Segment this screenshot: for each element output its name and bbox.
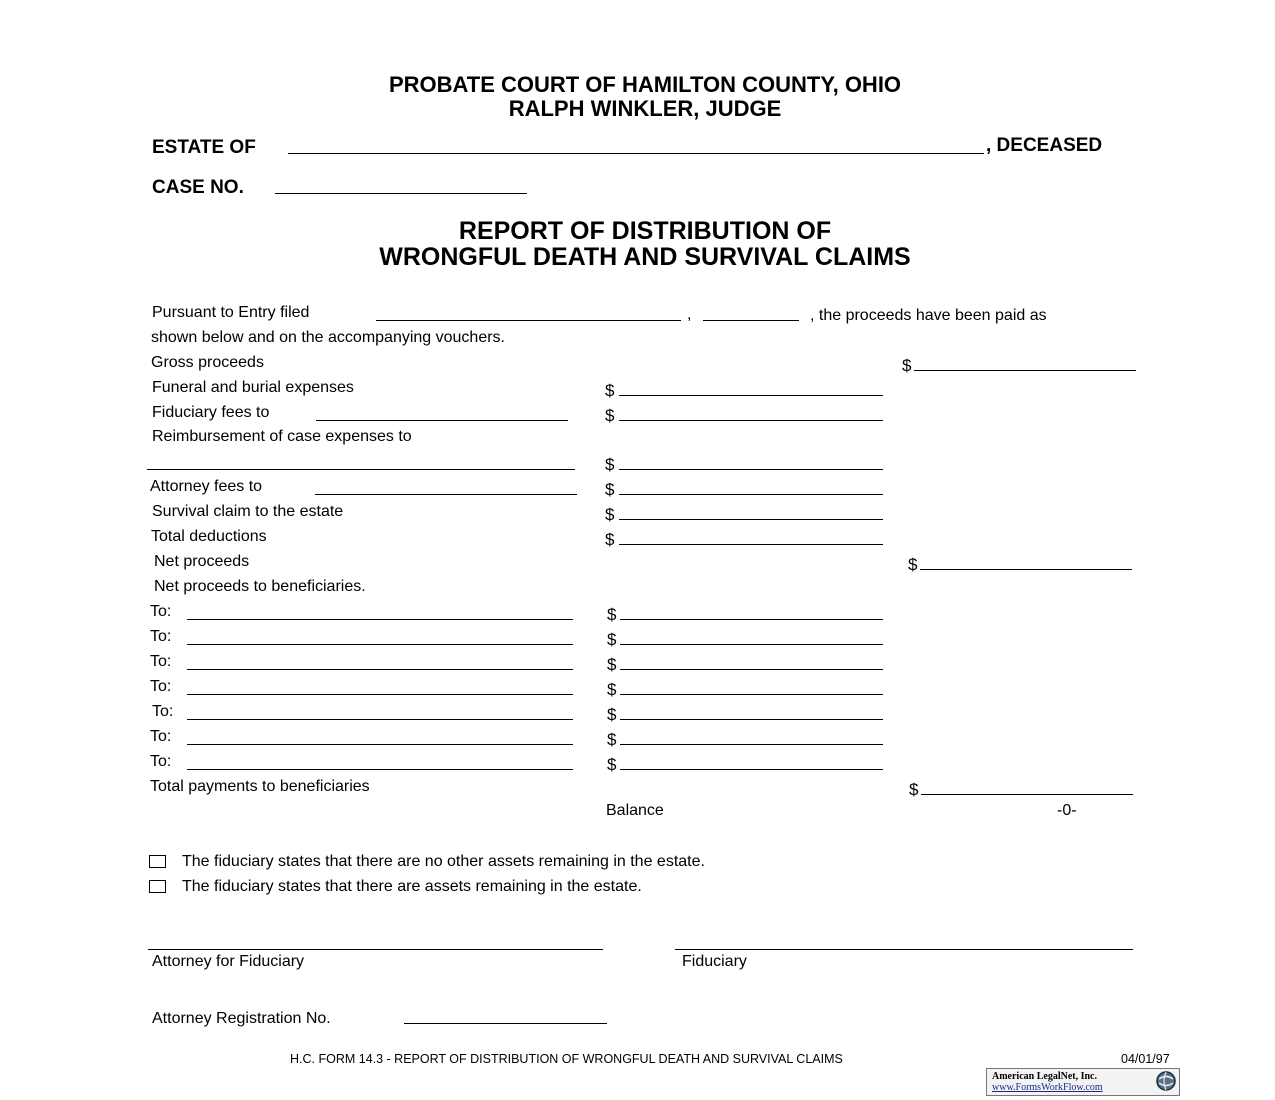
attorney-signature-label: Attorney for Fiduciary <box>152 953 305 970</box>
funeral-amount-field[interactable] <box>619 395 883 396</box>
beneficiary-amount-field[interactable] <box>620 744 883 745</box>
pursuant-label: Pursuant to Entry filed <box>152 304 310 321</box>
beneficiary-amount-field[interactable] <box>620 669 883 670</box>
beneficiary-amount-field[interactable] <box>620 619 883 620</box>
fiduciary-fees-dollar: $ <box>605 406 615 425</box>
attorney-fees-payee-field[interactable] <box>315 494 577 495</box>
judge-name: RALPH WINKLER, JUDGE <box>508 96 782 121</box>
estate-name-field[interactable] <box>288 153 984 154</box>
net-proceeds-label: Net proceeds <box>154 553 250 570</box>
assets-remaining-text: The fiduciary states that there are assets remaining in the estate. <box>182 878 642 895</box>
beneficiary-name-field[interactable] <box>187 769 573 770</box>
report-title-line1: REPORT OF DISTRIBUTION OF <box>458 217 832 245</box>
beneficiary-to-label: To: <box>150 678 172 695</box>
beneficiary-dollar: $ <box>607 730 617 749</box>
estate-label: ESTATE OF <box>152 137 256 158</box>
beneficiary-to-label: To: <box>152 703 174 720</box>
beneficiary-name-field[interactable] <box>187 744 573 745</box>
beneficiary-dollar: $ <box>607 755 617 774</box>
beneficiary-to-label: To: <box>150 628 172 645</box>
beneficiary-to-label: To: <box>150 753 172 770</box>
logo-url[interactable]: www.FormsWorkFlow.com <box>992 1082 1103 1093</box>
attorney-fees-label: Attorney fees to <box>150 478 263 495</box>
entry-year-field[interactable] <box>703 320 799 321</box>
beneficiary-dollar: $ <box>607 655 617 674</box>
logo-company-name: American LegalNet, Inc. <box>992 1071 1097 1082</box>
fiduciary-signature-field[interactable] <box>675 949 1133 950</box>
reimbursement-dollar: $ <box>605 455 615 474</box>
survival-claim-label: Survival claim to the estate <box>152 503 344 520</box>
beneficiary-to-label: To: <box>150 603 172 620</box>
reimbursement-amount-field[interactable] <box>619 469 883 470</box>
attorney-fees-dollar: $ <box>605 480 615 499</box>
beneficiary-dollar: $ <box>607 605 617 624</box>
deceased-label: , DECEASED <box>986 135 1103 156</box>
gross-proceeds-dollar: $ <box>902 356 912 375</box>
globe-icon <box>1155 1070 1177 1092</box>
reimbursement-label: Reimbursement of case expenses to <box>152 428 412 445</box>
gross-proceeds-label: Gross proceeds <box>151 354 264 371</box>
proceeds-text: , the proceeds have been paid as <box>810 307 1047 324</box>
beneficiary-amount-field[interactable] <box>620 719 883 720</box>
fiduciary-fees-payee-field[interactable] <box>316 420 568 421</box>
total-payments-label: Total payments to beneficiaries <box>150 778 370 795</box>
attorney-signature-field[interactable] <box>148 949 603 950</box>
report-title-line2: WRONGFUL DEATH AND SURVIVAL CLAIMS <box>379 243 911 271</box>
net-proceeds-dollar: $ <box>908 555 918 574</box>
shown-below-text: shown below and on the accompanying vouchers. <box>151 329 505 346</box>
court-name: PROBATE COURT OF HAMILTON COUNTY, OHIO <box>388 72 902 97</box>
total-deductions-amount-field[interactable] <box>619 544 883 545</box>
total-payments-dollar: $ <box>909 780 919 799</box>
legalnet-logo[interactable] <box>986 1068 1180 1096</box>
beneficiary-name-field[interactable] <box>187 644 573 645</box>
entry-filed-field[interactable] <box>376 320 681 321</box>
total-deductions-dollar: $ <box>605 530 615 549</box>
net-proceeds-beneficiaries-label: Net proceeds to beneficiaries. <box>154 578 366 595</box>
case-number-field[interactable] <box>275 193 527 194</box>
beneficiary-dollar: $ <box>607 705 617 724</box>
assets-remaining-checkbox[interactable] <box>149 880 166 893</box>
funeral-dollar: $ <box>605 381 615 400</box>
fiduciary-signature-label: Fiduciary <box>682 953 747 970</box>
beneficiary-name-field[interactable] <box>187 669 573 670</box>
beneficiary-name-field[interactable] <box>187 619 573 620</box>
gross-proceeds-field[interactable] <box>914 370 1136 371</box>
attorney-registration-label: Attorney Registration No. <box>152 1010 331 1027</box>
beneficiary-dollar: $ <box>607 630 617 649</box>
beneficiary-amount-field[interactable] <box>620 644 883 645</box>
no-assets-checkbox[interactable] <box>149 855 166 868</box>
net-proceeds-field[interactable] <box>920 569 1132 570</box>
beneficiary-amount-field[interactable] <box>620 769 883 770</box>
comma-separator: , <box>687 306 692 323</box>
attorney-registration-field[interactable] <box>404 1023 607 1024</box>
no-assets-text: The fiduciary states that there are no other assets remaining in the estate. <box>182 853 705 870</box>
beneficiary-to-label: To: <box>150 728 172 745</box>
form-date: 04/01/97 <box>1121 1052 1170 1066</box>
total-payments-field[interactable] <box>921 794 1133 795</box>
beneficiary-name-field[interactable] <box>187 719 573 720</box>
case-number-label: CASE NO. <box>152 177 244 198</box>
survival-claim-amount-field[interactable] <box>619 519 883 520</box>
funeral-label: Funeral and burial expenses <box>152 379 354 396</box>
reimbursement-payee-field[interactable] <box>147 469 575 470</box>
survival-claim-dollar: $ <box>605 505 615 524</box>
fiduciary-fees-amount-field[interactable] <box>619 420 883 421</box>
total-deductions-label: Total deductions <box>151 528 267 545</box>
beneficiary-to-label: To: <box>150 653 172 670</box>
beneficiary-name-field[interactable] <box>187 694 573 695</box>
fiduciary-fees-label: Fiduciary fees to <box>152 404 270 421</box>
beneficiary-amount-field[interactable] <box>620 694 883 695</box>
balance-label: Balance <box>606 802 664 819</box>
beneficiary-dollar: $ <box>607 680 617 699</box>
form-footer-text: H.C. FORM 14.3 - REPORT OF DISTRIBUTION OF WRONGFUL DEATH AND SURVIVAL CLAIMS <box>290 1052 843 1066</box>
attorney-fees-amount-field[interactable] <box>619 494 883 495</box>
balance-value: -0- <box>1057 802 1077 819</box>
